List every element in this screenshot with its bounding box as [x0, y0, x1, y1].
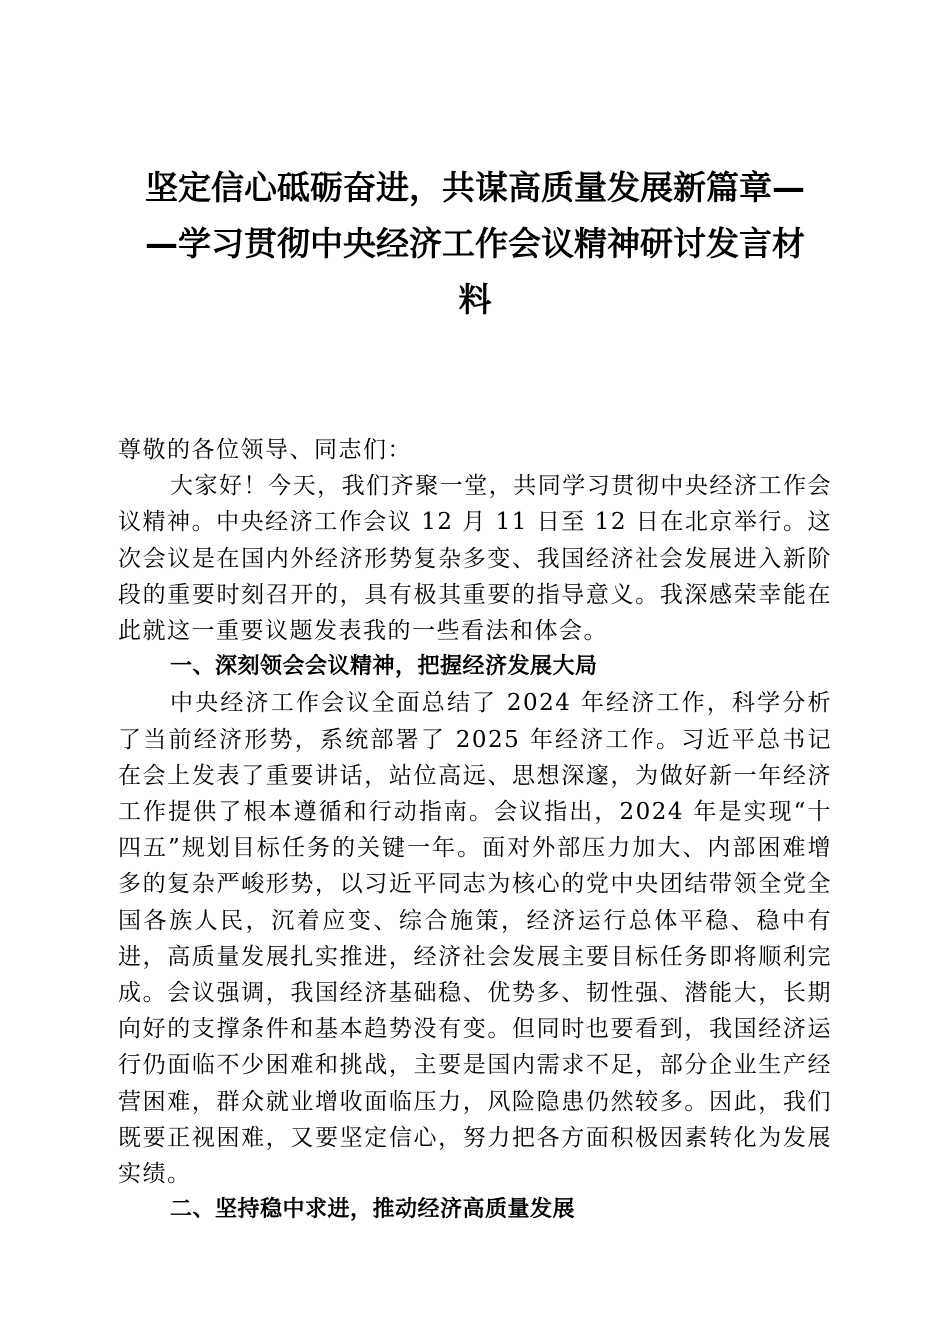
document-title — [118, 160, 832, 328]
section-heading-1: 一、深刻领会会议精神，把握经济发展大局 — [170, 654, 598, 680]
salutation: 尊敬的各位领导、同志们： — [118, 437, 412, 463]
title-line-2: —学习贯彻中央经济工作会议精神研讨发言材 — [145, 224, 805, 263]
section-heading-2: 二、坚持稳中求进，推动经济高质量发展 — [170, 1197, 576, 1223]
document-body — [118, 432, 832, 1228]
section-1-paragraph: 中央经济工作会议全面总结了 2024 年经济工作，科学分析了当前经济形势，系统部署了 2025 年经济工作。习近平总书记在会上发表了重要讲话，站位高远、思想深邃，为做好新一年经济工作提供了根本遵循和行动指南。会议指出，2024 年是实现“十四五”规划目标任务的关键一年。面对外部压力加大、内部困难增多的复杂严峻形势，以习近平同志为核心的党中央团结带领全党全国各族人民，沉着应变、综合施策，经济运行总体平稳、稳中有进，高质量发展扎实推进，经济社会发展主要目标任务即将顺利完成。会议强调，我国经济基础稳、优势多、韧性强、潜能大，长期向好的支撑条件和基本趋势没有变。但同时也要看到，我国经济运行仍面临不少困难和挑战，主要是国内需求不足，部分企业生产经营困难，群众就业增收面临压力，风险隐患仍然较多。因此，我们既要正视困难，又要坚定信心，努力把各方面积极因素转化为发展实绩。 — [118, 690, 832, 1188]
title-line-3: 料 — [458, 280, 492, 319]
intro-paragraph: 大家好！今天，我们齐聚一堂，共同学习贯彻中央经济工作会议精神。中央经济工作会议 12 月 11 日至 12 日在北京举行。这次会议是在国内外经济形势复杂多变、我国经济社会发展进入新阶段的重要时刻召开的，具有极其重要的指导意义。我深感荣幸能在此就这一重要议题发表我的一些看法和体会。 — [118, 473, 832, 645]
title-line-1: 坚定信心砥砺奋进，共谋高质量发展新篇章— — [145, 168, 805, 207]
